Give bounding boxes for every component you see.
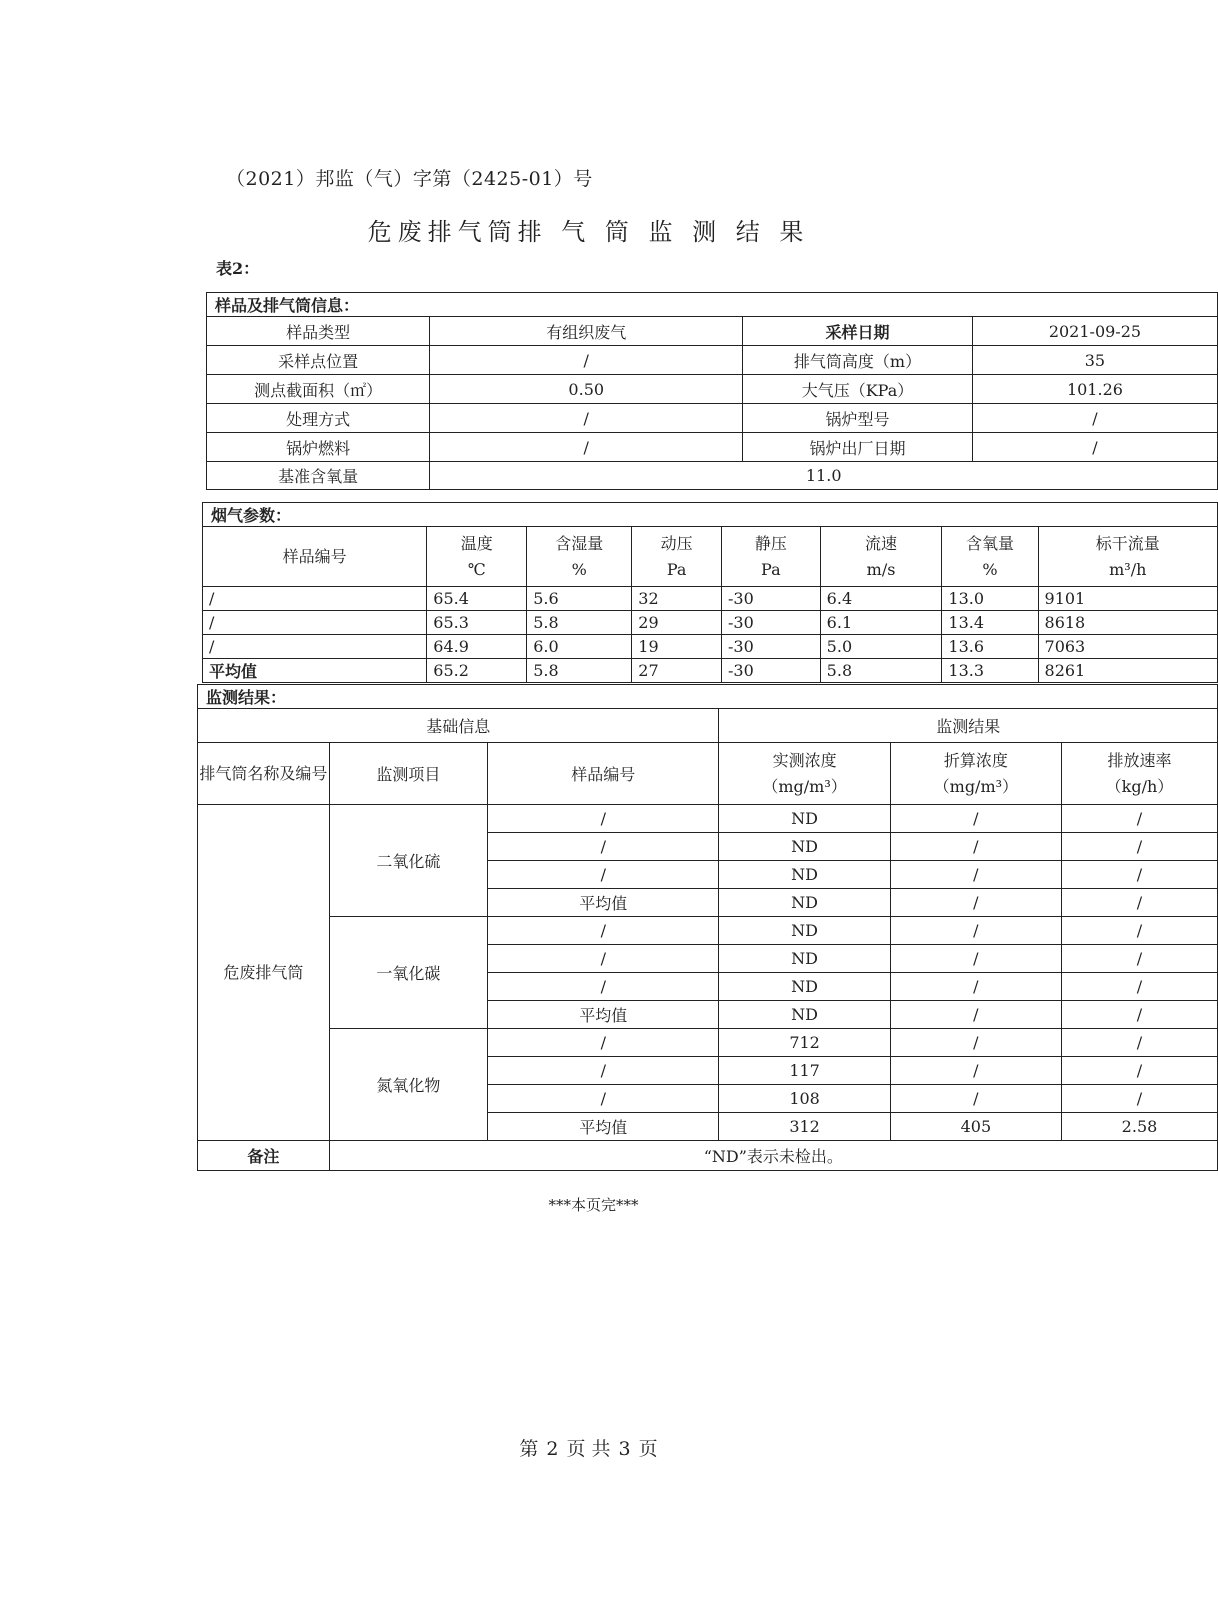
flue-cell: 8261 (1038, 659, 1217, 683)
remark-label: 备注 (198, 1141, 330, 1171)
info-cell-v2: 101.26 (972, 375, 1217, 404)
flue-cell: 平均值 (203, 659, 427, 683)
col-monitor-item: 监测项目 (329, 743, 487, 805)
result-cell: / (1061, 973, 1217, 1001)
table-number: 表2： (216, 259, 260, 278)
result-cell: / (488, 1057, 719, 1085)
stack-name-cell: 危废排气筒 (198, 805, 330, 1141)
document-number: （2021）邦监（气）字第（2425-01）号 (226, 168, 593, 190)
info-row (207, 404, 1218, 433)
result-cell: / (488, 833, 719, 861)
flue-cell: 65.3 (427, 611, 527, 635)
result-cell: 2.58 (1061, 1113, 1217, 1141)
result-cell: / (890, 805, 1061, 833)
flue-cell: 27 (632, 659, 722, 683)
flue-header-cell: 动压 Pa (632, 527, 722, 587)
info-cell-l2: 排气筒高度（m） (743, 346, 973, 375)
col-measured-concentration: 实测浓度 （mg/m³） (719, 743, 890, 805)
result-cell: 平均值 (488, 889, 719, 917)
flue-header-cell: 流速 m/s (820, 527, 942, 587)
result-cell: 312 (719, 1113, 890, 1141)
result-cell: / (890, 833, 1061, 861)
result-cell: / (1061, 805, 1217, 833)
flue-cell: 5.0 (820, 635, 942, 659)
monitoring-results-table (197, 684, 1218, 1171)
flue-cell: -30 (722, 659, 821, 683)
result-cell: / (1061, 861, 1217, 889)
info-cell-v1: 有组织废气 (430, 317, 743, 346)
flue-cell: / (203, 611, 427, 635)
result-cell: / (1061, 1085, 1217, 1113)
result-cell: ND (719, 973, 890, 1001)
info-cell-l1: 样品类型 (207, 317, 430, 346)
info-cell-l1: 锅炉燃料 (207, 433, 430, 462)
result-cell: / (1061, 889, 1217, 917)
info-cell-l2: 采样日期 (743, 317, 973, 346)
info-cell-l2: 锅炉型号 (743, 404, 973, 433)
result-cell: / (1061, 1057, 1217, 1085)
col-stack-name: 排气筒名称及编号 (198, 743, 330, 805)
result-cell: ND (719, 861, 890, 889)
monitor-item-cell: 氮氧化物 (329, 1029, 487, 1141)
result-cell: 平均值 (488, 1001, 719, 1029)
result-cell: / (890, 1001, 1061, 1029)
sample-info-section-label: 样品及排气筒信息： (207, 293, 1218, 317)
result-cell: ND (719, 945, 890, 973)
group-monitoring-result: 监测结果 (719, 709, 1218, 743)
flue-cell: 5.8 (820, 659, 942, 683)
result-cell: 117 (719, 1057, 890, 1085)
flue-cell: 13.4 (942, 611, 1038, 635)
result-cell: / (890, 945, 1061, 973)
flue-row (203, 659, 1218, 683)
info-row (207, 317, 1218, 346)
result-cell: / (890, 973, 1061, 1001)
info-cell-v2: 35 (972, 346, 1217, 375)
flue-cell: 65.4 (427, 587, 527, 611)
flue-header-cell: 样品编号 (203, 527, 427, 587)
result-cell: / (890, 1029, 1061, 1057)
flue-cell: 8618 (1038, 611, 1217, 635)
info-cell-v1: / (430, 433, 743, 462)
page-title: 危废排气筒排 气 筒 监 测 结 果 (367, 218, 810, 246)
flue-cell: 64.9 (427, 635, 527, 659)
flue-cell: 13.0 (942, 587, 1038, 611)
info-cell-l2: 锅炉出厂日期 (743, 433, 973, 462)
flue-cell: 65.2 (427, 659, 527, 683)
col-sample-id: 样品编号 (488, 743, 719, 805)
result-cell: / (1061, 1001, 1217, 1029)
result-cell: / (488, 1085, 719, 1113)
info-cell-v1: 0.50 (430, 375, 743, 404)
result-cell: / (488, 861, 719, 889)
flue-gas-table (202, 502, 1218, 683)
flue-header-cell: 含湿量 % (527, 527, 632, 587)
info-cell-l1: 处理方式 (207, 404, 430, 433)
sample-info-table (206, 292, 1218, 490)
flue-cell: / (203, 587, 427, 611)
result-cell: / (890, 1057, 1061, 1085)
result-cell: 712 (719, 1029, 890, 1057)
info-row (207, 433, 1218, 462)
result-row (198, 1029, 1218, 1057)
flue-cell: 19 (632, 635, 722, 659)
page-number: 第 2 页 共 3 页 (519, 1438, 658, 1460)
info-cell-l1: 采样点位置 (207, 346, 430, 375)
info-cell-v1: / (430, 346, 743, 375)
flue-cell: -30 (722, 635, 821, 659)
result-cell: / (1061, 917, 1217, 945)
group-basic-info: 基础信息 (198, 709, 719, 743)
flue-cell: 6.0 (527, 635, 632, 659)
result-cell: ND (719, 889, 890, 917)
result-cell: / (488, 1029, 719, 1057)
result-cell: / (488, 973, 719, 1001)
result-cell: / (890, 861, 1061, 889)
result-cell: / (488, 917, 719, 945)
remark-text: “ND”表示未检出。 (329, 1141, 1217, 1171)
info-row (207, 346, 1218, 375)
flue-header-cell: 标干流量 m³/h (1038, 527, 1217, 587)
col-converted-concentration: 折算浓度 （mg/m³） (890, 743, 1061, 805)
flue-cell: -30 (722, 587, 821, 611)
result-cell: / (1061, 945, 1217, 973)
monitor-item-cell: 一氧化碳 (329, 917, 487, 1029)
result-cell: / (488, 945, 719, 973)
flue-cell: 5.8 (527, 659, 632, 683)
flue-cell: -30 (722, 611, 821, 635)
flue-row (203, 635, 1218, 659)
result-cell: / (1061, 833, 1217, 861)
flue-cell: 32 (632, 587, 722, 611)
result-cell: 108 (719, 1085, 890, 1113)
result-cell: ND (719, 805, 890, 833)
flue-cell: / (203, 635, 427, 659)
flue-row (203, 587, 1218, 611)
results-section-label: 监测结果： (198, 685, 1218, 709)
monitor-item-cell: 二氧化硫 (329, 805, 487, 917)
result-cell: 平均值 (488, 1113, 719, 1141)
info-cell-l2: 大气压（KPa） (743, 375, 973, 404)
flue-cell: 13.3 (942, 659, 1038, 683)
info-cell-l1: 测点截面积（㎡） (207, 375, 430, 404)
result-cell: ND (719, 1001, 890, 1029)
result-cell: / (1061, 1029, 1217, 1057)
flue-header-cell: 含氧量 % (942, 527, 1038, 587)
result-cell: / (890, 917, 1061, 945)
oxygen-label: 基准含氧量 (207, 462, 430, 490)
result-row (198, 917, 1218, 945)
flue-header-cell: 温度 ℃ (427, 527, 527, 587)
flue-cell: 29 (632, 611, 722, 635)
flue-header-cell: 静压 Pa (722, 527, 821, 587)
flue-row (203, 611, 1218, 635)
result-row (198, 805, 1218, 833)
info-row (207, 375, 1218, 404)
flue-cell: 5.8 (527, 611, 632, 635)
result-cell: ND (719, 833, 890, 861)
flue-cell: 9101 (1038, 587, 1217, 611)
oxygen-value: 11.0 (430, 462, 1218, 490)
flue-gas-section-label: 烟气参数： (203, 503, 1218, 527)
flue-cell: 5.6 (527, 587, 632, 611)
flue-cell: 6.1 (820, 611, 942, 635)
flue-cell: 13.6 (942, 635, 1038, 659)
flue-cell: 7063 (1038, 635, 1217, 659)
info-cell-v2: / (972, 404, 1217, 433)
result-cell: ND (719, 917, 890, 945)
result-cell: 405 (890, 1113, 1061, 1141)
info-cell-v2: 2021-09-25 (972, 317, 1217, 346)
col-emission-rate: 排放速率 （kg/h） (1061, 743, 1217, 805)
result-cell: / (488, 805, 719, 833)
info-cell-v2: / (972, 433, 1217, 462)
flue-cell: 6.4 (820, 587, 942, 611)
result-cell: / (890, 889, 1061, 917)
page-end-mark: ***本页完*** (548, 1196, 639, 1214)
result-cell: / (890, 1085, 1061, 1113)
info-cell-v1: / (430, 404, 743, 433)
